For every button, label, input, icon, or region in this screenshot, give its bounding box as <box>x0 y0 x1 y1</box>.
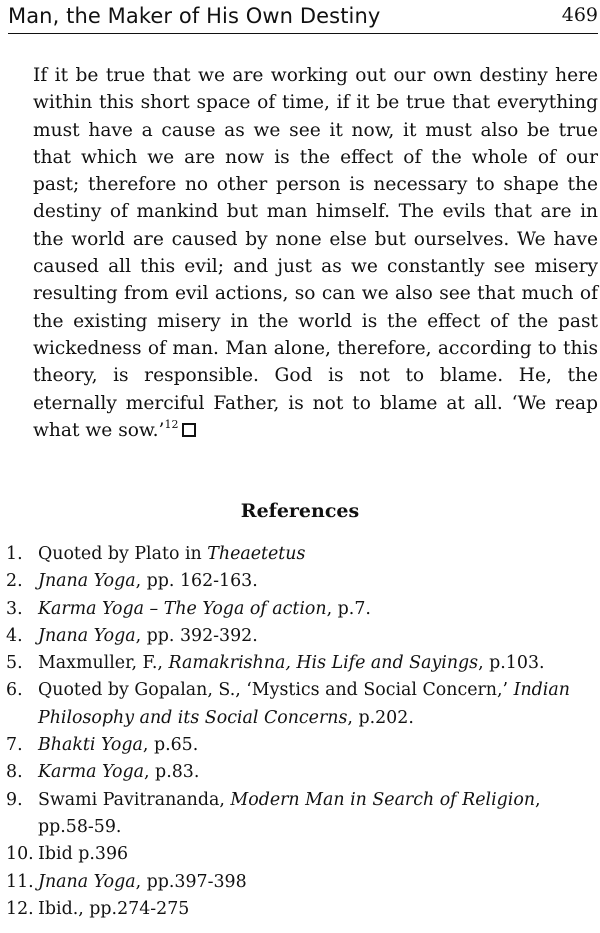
references-heading: References <box>240 500 360 522</box>
reference-title: Ramakrishna, His Life and Sayings <box>168 653 479 674</box>
reference-item <box>0 732 600 759</box>
reference-title: Jnana Yoga <box>38 571 136 592</box>
reference-item <box>0 841 600 868</box>
reference-number: 5. <box>6 653 23 674</box>
reference-number: 2. <box>6 571 23 592</box>
reference-item <box>0 896 600 923</box>
reference-text-end: , pp. 392-392. <box>135 625 258 646</box>
reference-number: 7. <box>6 735 23 756</box>
reference-text-end: , p.202. <box>347 707 414 728</box>
reference-number: 4. <box>6 625 23 646</box>
header-rule <box>8 33 598 34</box>
reference-title: Modern Man in Search of Religion <box>230 789 536 810</box>
reference-title: Jnana Yoga <box>38 625 136 646</box>
reference-title: Karma Yoga <box>38 762 144 783</box>
reference-number: 11. <box>6 871 34 892</box>
reference-text-end: , p.65. <box>142 735 199 756</box>
reference-item <box>0 869 600 896</box>
reference-text: Ibid., pp.274-275 <box>38 898 190 919</box>
reference-item <box>0 623 600 650</box>
reference-text: Swami Pavitrananda, <box>38 789 231 810</box>
reference-text-end: , pp. 162-163. <box>135 571 258 592</box>
running-title: Man, the Maker of His Own Destiny <box>8 4 381 28</box>
body-text: If it be true that we are working out our own destiny here within this short space of time, if it be true that everything must have a cause as we see it now, it must also be true that which we are now is the effect of the whole of our past; therefore no other person is necessary to shape the destiny of mankind but man himself. The evils that are in the world are caused by none else but ourselves. We have caused all this evil; and just as we constantly see misery resulting from evil actions, so can we also see that much of the existing misery in the world is the effect of the past wickedness of man. Man alone, therefore, according to this theory, is responsible. God is not to blame. He, the eternally merciful Father, is not to blame at all. ‘We reap what we sow.’ <box>33 65 598 441</box>
reference-item <box>0 596 600 623</box>
reference-text: Maxmuller, F., <box>38 653 169 674</box>
reference-item <box>0 650 600 677</box>
reference-title: Karma Yoga – The Yoga of action <box>38 598 327 619</box>
reference-item <box>0 677 600 732</box>
reference-text-end: , pp.58-59. <box>38 789 541 837</box>
reference-number: 1. <box>6 544 23 564</box>
reference-text: Ibid p.396 <box>38 844 129 865</box>
reference-number: 8. <box>6 762 23 783</box>
reference-text-end: , p.83. <box>144 762 200 783</box>
end-of-article-mark <box>182 423 196 437</box>
reference-number: 3. <box>6 598 23 619</box>
reference-number: 9. <box>6 789 23 810</box>
reference-text-end: , p.103. <box>478 653 545 674</box>
reference-title: Jnana Yoga <box>38 871 136 892</box>
page-header <box>8 0 598 36</box>
reference-title: Indian Philosophy and its Social Concerns <box>38 680 570 728</box>
reference-title: Bhakti Yoga <box>38 735 143 756</box>
reference-item <box>0 759 600 786</box>
reference-title: Theaetetus <box>207 544 306 564</box>
reference-text: Quoted by Plato in <box>38 544 208 564</box>
reference-number: 6. <box>6 680 23 701</box>
references-list <box>0 541 600 923</box>
reference-text-end: , pp.397-398 <box>135 871 247 892</box>
body-paragraph <box>33 62 598 444</box>
footnote-marker: 12 <box>164 417 179 431</box>
reference-item <box>0 568 600 595</box>
page-number: 469 <box>561 4 598 26</box>
reference-item <box>0 541 600 568</box>
reference-text-end: , p.7. <box>326 598 371 619</box>
reference-number: 10. <box>6 844 34 865</box>
reference-number: 12. <box>6 898 34 919</box>
reference-item <box>0 787 600 842</box>
reference-text: Quoted by Gopalan, S., ‘Mystics and Social Concern,’ <box>38 680 514 701</box>
